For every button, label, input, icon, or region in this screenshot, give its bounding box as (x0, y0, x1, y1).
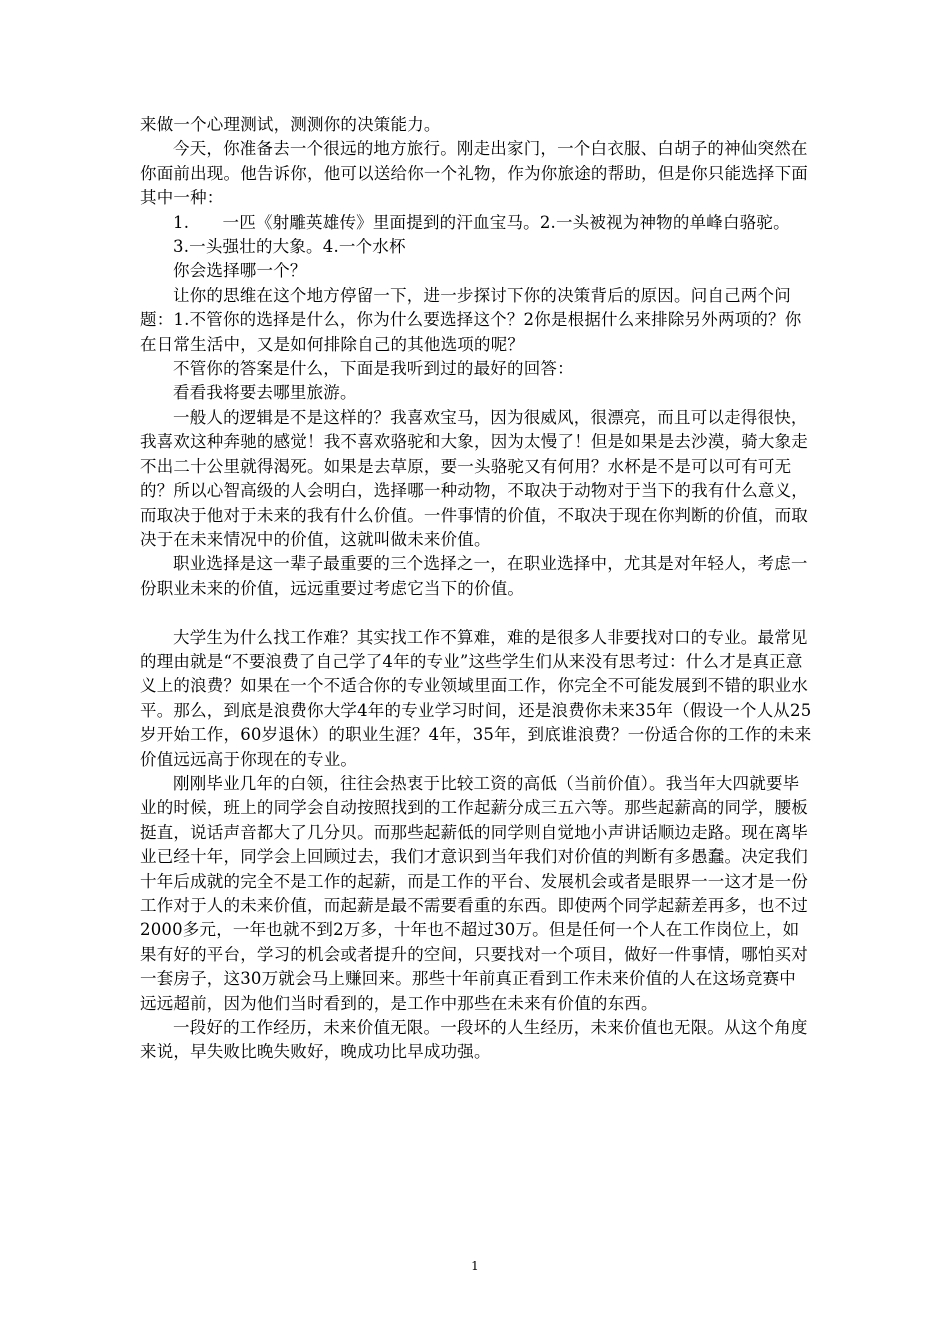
paragraph-conclusion: 一段好的工作经历，未来价值无限。一段坏的人生经历，未来价值也无限。从这个角度来说，早失败比晚失败好，晚成功比早成功强。 (140, 1018, 808, 1062)
paragraph-best-answer: 看看我将要去哪里旅游。 (173, 383, 357, 403)
document-body (140, 113, 812, 1065)
paragraph-question: 你会选择哪一个？ (173, 261, 307, 281)
paragraph-intro: 来做一个心理测试，测测你的决策能力。 (140, 115, 441, 134)
paragraph-salary: 刚刚毕业几年的白领，往往会热衷于比较工资的高低（当前价值）。我当年大四就要毕业的时候，班上的同学会自动按照找到的工作起薪分成三五六等。那些起薪高的同学，腰板挺直，说话声音都大了几分贝。而那些起薪低的同学则自觉地小声讲话顺边走路。现在离毕业已经十年，同学会上回顾过去，我们才意识到当年我们对价值的判断有多愚蠢。决定我们十年后成就的完全不是工作的起薪，而是工作的平台、发展机会或者是眼界一一这才是一份工作对于人的未来价值，而起薪是最不需要看重的东西。即使两个同学起薪差再多，也不过2000多元，一年也就不到2万多，十年也不超过30万。但是任何一个人在工作岗位上，如果有好的平台，学习的机会或者提升的空间，只要找对一个项目，做好一件事情，哪怕买对一套房子，这30万就会马上赚回来。那些十年前真正看到工作未来价值的人在这场竞赛中远远超前，因为他们当时看到的，是工作中那些在未来有价值的东西。 (140, 773, 808, 1013)
paragraph-scenario: 今天，你准备去一个很远的地方旅行。刚走出家门，一个白衣服、白胡子的神仙突然在你面前出现。他告诉你，他可以送给你一个礼物，作为你旅途的帮助，但是你只能选择下面其中一种： (140, 139, 808, 208)
paragraph-graduates: 大学生为什么找工作难？其实找工作不算难，难的是很多人非要找对口的专业。最常见的理由就是“不要浪费了自己学了4年的专业”这些学生们从来没有思考过：什么才是真正意义上的浪费？如果在一个不适合你的专业领域里面工作，你完全不可能发展到不错的职业水平。那么，到底是浪费你大学4年的专业学习时间，还是浪费你未来35年（假设一个人从25岁开始工作，60岁退休）的职业生涯？4年，35年，到底谁浪费？一份适合你的工作的未来价值远远高于你现在的专业。 (140, 627, 812, 769)
paragraph-options-1-2: 1. 一匹《射雕英雄传》里面提到的汗血宝马。2.一头被视为神物的单峰白骆驼。 (173, 212, 790, 232)
paragraph-answer-intro: 不管你的答案是什么，下面是我听到过的最好的回答： (173, 359, 574, 379)
paragraph-logic: 一般人的逻辑是不是这样的？我喜欢宝马，因为很威风，很漂亮，而且可以走得很快，我喜欢这种奔驰的感觉！我不喜欢骆驼和大象，因为太慢了！但是如果是去沙漠，骑大象走不出二十公里就得渴死。如果是去草原，要一头骆驼又有何用？水杯是不是可以可有可无的？所以心智高级的人会明白，选择哪一种动物，不取决于动物对于当下的我有什么意义，而取决于他对于未来的我有什么价值。一件事情的价值，不取决于现在你判断的价值，而取决于在未来情况中的价值，这就叫做未来价值。 (140, 407, 808, 549)
page-number: 1 (471, 1259, 479, 1273)
paragraph-career-choice: 职业选择是这一辈子最重要的三个选择之一，在职业选择中，尤其是对年轻人，考虑一份职业未来的价值，远远重要过考虑它当下的价值。 (140, 554, 808, 598)
paragraph-options-3-4: 3.一头强壮的大象。4.一个水杯 (173, 237, 406, 257)
blank-line (140, 601, 812, 625)
paragraph-reflection: 让你的思维在这个地方停留一下，进一步探讨下你的决策背后的原因。问自己两个问题：1.不管你的选择是什么，你为什么要选择这个？2你是根据什么来排除另外两项的？你在日常生活中，又是如何排除自己的其他选项的呢？ (140, 285, 802, 354)
